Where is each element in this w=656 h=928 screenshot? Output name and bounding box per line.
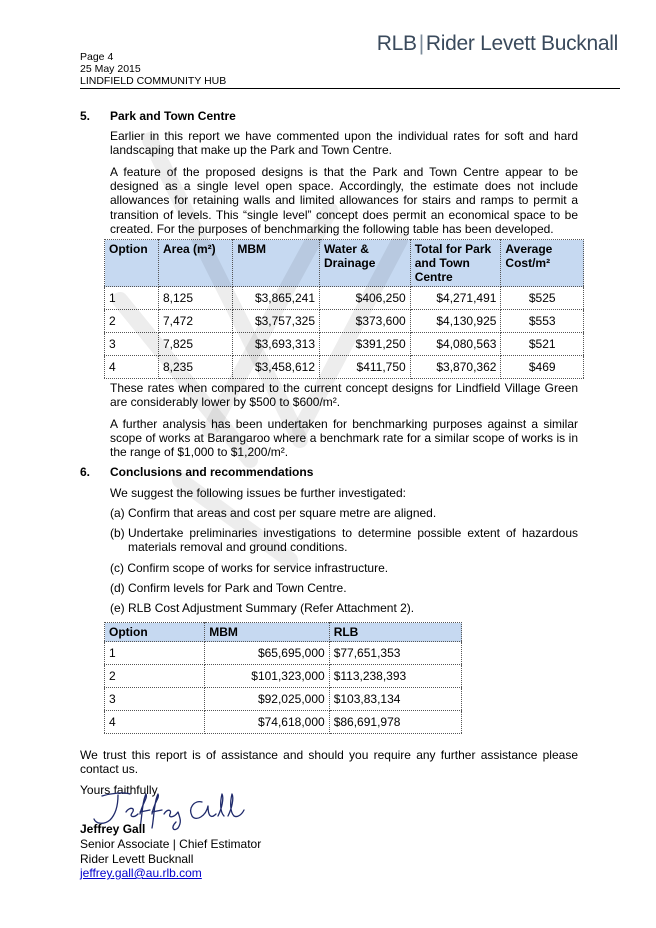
cell: $3,458,612 (233, 356, 320, 379)
list-item-label: (e) (110, 601, 125, 615)
section-5-para-2: A feature of the proposed designs is that the Park and Town Centre appear to be designed as a single level open space. Accordingly, the estimate does not include allowances for retaining walls and limited allowances for stairs and ramps to permit a transition of levels. This “single level” concept does permit an economical space to be created. For the purposes of benchmarking the following table has been developed. (110, 165, 578, 236)
rlb-logo: RLB|Rider Levett Bucknall (376, 32, 618, 55)
cell: $77,651,353 (329, 642, 461, 665)
cell: $469 (501, 356, 584, 379)
section-6-intro: We suggest the following issues be further investigated: (110, 486, 406, 500)
cell: 4 (105, 711, 205, 734)
table-row (105, 711, 462, 734)
list-item-text: Confirm levels for Park and Town Centre. (128, 581, 347, 595)
cell: $101,323,000 (205, 665, 329, 688)
cell: 7,472 (159, 310, 233, 333)
list-item (110, 506, 580, 520)
list-item (110, 526, 580, 554)
col-mbm: MBM (205, 623, 329, 642)
col-option: Option (105, 623, 205, 642)
cell: $4,271,491 (410, 287, 501, 310)
table-row (105, 642, 462, 665)
list-item-label: (b) (110, 526, 125, 540)
section-5-para-3: These rates when compared to the current concept designs for Lindfield Village Green are considerably lower by $500 to $600/m². (110, 381, 578, 410)
cell: 7,825 (159, 333, 233, 356)
cell: 2 (105, 310, 159, 333)
section-6-title: Conclusions and recommendations (110, 465, 314, 479)
signatory-name: Jeffrey Gall (80, 822, 146, 836)
list-item-text: Confirm scope of works for service infrastructure. (127, 561, 389, 575)
cost-summary-table (104, 622, 462, 734)
cell: $411,750 (320, 356, 411, 379)
cell: $4,080,563 (410, 333, 501, 356)
cell: 8,125 (159, 287, 233, 310)
table-row (105, 333, 584, 356)
closing-paragraph: We trust this report is of assistance and should you require any further assistance please contact us. (80, 748, 578, 777)
signatory-title: Senior Associate | Chief Estimator (80, 837, 262, 851)
list-item (110, 581, 580, 595)
list-item-text: RLB Cost Adjustment Summary (Refer Attachment 2). (128, 601, 415, 615)
project-name: LINDFIELD COMMUNITY HUB (80, 75, 227, 87)
email-link[interactable]: jeffrey.gall@au.rlb.com (80, 866, 202, 880)
table-header-row (105, 623, 462, 642)
list-item-label: (c) (110, 561, 124, 575)
cell: $103,83,134 (329, 688, 461, 711)
report-date: 25 May 2015 (80, 63, 141, 75)
cell: $113,238,393 (329, 665, 461, 688)
salutation: Yours faithfully (80, 783, 158, 797)
cell: $525 (501, 287, 584, 310)
logo-long: Rider Levett Bucknall (425, 32, 618, 55)
table-row (105, 356, 584, 379)
col-mbm: MBM (233, 240, 320, 287)
list-item (110, 561, 580, 575)
col-option: Option (105, 240, 159, 287)
col-rlb: RLB (329, 623, 461, 642)
table-header-row (105, 240, 584, 287)
col-average-cost: Average Cost/m² (501, 240, 584, 287)
section-5-para-4: A further analysis has been undertaken for benchmarking purposes against a similar scope of works at Barangaroo where a benchmark rate for a similar scope of works is in the range of $1,000 to $1,200/m². (110, 417, 578, 460)
list-item-label: (a) (110, 506, 125, 520)
list-item (110, 601, 580, 615)
cell: $86,691,978 (329, 711, 461, 734)
section-5-title: Park and Town Centre (110, 109, 236, 123)
cell: 8,235 (159, 356, 233, 379)
cell: $3,693,313 (233, 333, 320, 356)
signatory-company: Rider Levett Bucknall (80, 852, 194, 866)
col-total: Total for Park and Town Centre (410, 240, 501, 287)
cell: $3,757,325 (233, 310, 320, 333)
cell: 3 (105, 688, 205, 711)
page-number: Page 4 (80, 51, 114, 63)
section-5-para-1: Earlier in this report we have commented upon the individual rates for soft and hard landscaping that make up the Park and Town Centre. (110, 129, 578, 158)
header-rule (80, 88, 620, 89)
cell: $3,870,362 (410, 356, 501, 379)
cell: 1 (105, 287, 159, 310)
cell: $65,695,000 (205, 642, 329, 665)
cell: $521 (501, 333, 584, 356)
cell: 3 (105, 333, 159, 356)
list-item-text: Confirm that areas and cost per square metre are aligned. (128, 506, 437, 520)
table-row (105, 310, 584, 333)
cell: $92,025,000 (205, 688, 329, 711)
table-row (105, 688, 462, 711)
col-area: Area (m²) (159, 240, 233, 287)
table-row (105, 287, 584, 310)
section-5-number: 5. (80, 109, 91, 123)
cell: $391,250 (320, 333, 411, 356)
cell: $373,600 (320, 310, 411, 333)
cell: $74,618,000 (205, 711, 329, 734)
cell: $406,250 (320, 287, 411, 310)
list-item-label: (d) (110, 581, 125, 595)
benchmark-table (104, 239, 584, 379)
col-water-drainage: Water & Drainage (320, 240, 411, 287)
cell: $3,865,241 (233, 287, 320, 310)
list-item-text: Undertake preliminaries investigations to determine possible extent of hazardous materials removal and ground conditions. (128, 526, 578, 555)
cell: 1 (105, 642, 205, 665)
section-6-number: 6. (80, 465, 91, 479)
cell: $4,130,925 (410, 310, 501, 333)
cell: $553 (501, 310, 584, 333)
logo-short: RLB (376, 32, 417, 55)
cell: 2 (105, 665, 205, 688)
table-row (105, 665, 462, 688)
cell: 4 (105, 356, 159, 379)
